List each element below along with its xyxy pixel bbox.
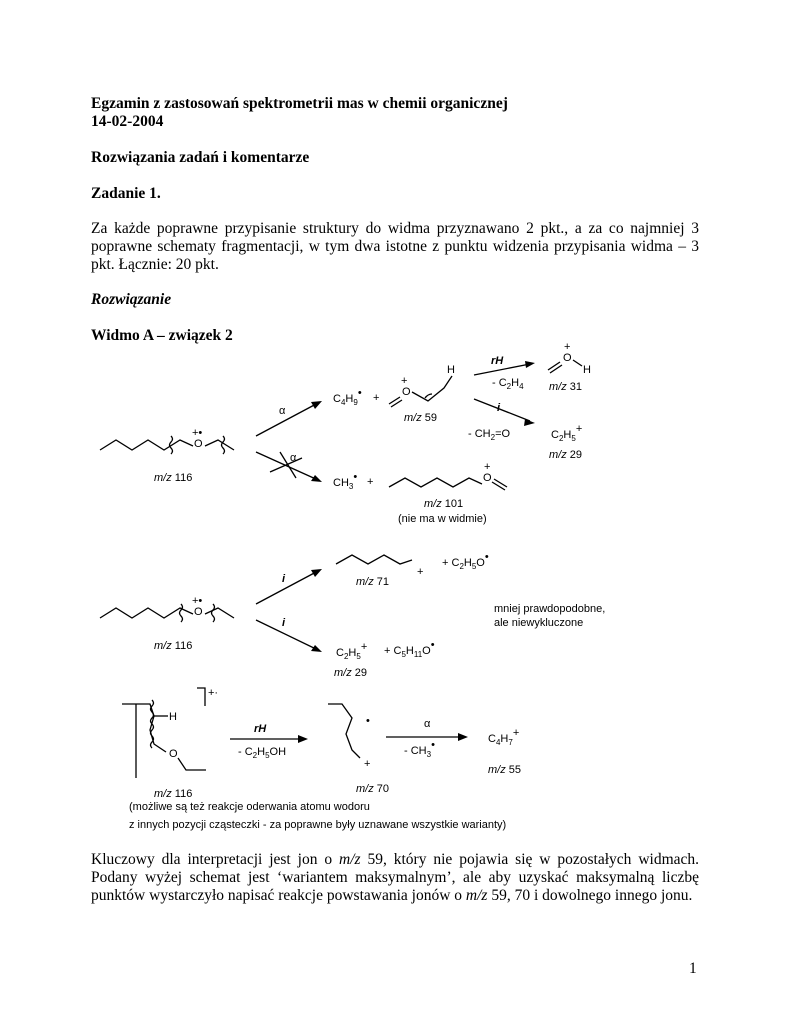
m59-charge: + [401,375,408,387]
mz-116-label-3: m/z 116 [154,788,193,800]
m31-double-bond-b [550,365,562,373]
c4h7-cation: $C_4H_7+$ [488,727,520,747]
alpha-label-2: α [290,452,297,464]
conclusion-line-3: punktów wystarczyło napisać reakcje powstawania jonów o m/z 59, 70 i dowolnego innego jonu. [91,887,693,904]
cleavage-mark-3 [151,700,154,748]
rh-label-1: rH [491,355,504,367]
i-arrow-1 [474,399,530,421]
i-arrow-up-head [311,569,322,577]
minus-ch3: - $CH_3•$ [404,739,435,759]
minus-ch2o: - $CH_2=O$ [468,428,511,442]
alpha-arrow-up [256,403,318,436]
c2h5-cation-1: $C_2H_5+$ [551,423,583,443]
rh-arrow-1-head [525,361,535,368]
i-arrow-up [256,571,318,604]
cleavage-mark-2a [180,604,183,622]
intro-line-2: poprawne schematy fragmentacji, w tym dwa istotne z punktu widzenia przypisania widma – 3 [91,238,699,255]
folded-hydrogen: H [169,711,177,723]
oxygen-atom-2: O [194,606,203,618]
mz-71-label: m/z 71 [356,576,390,588]
scheme-1 [100,341,591,525]
solutions-subtitle: Rozwiązania zadań i komentarze [91,149,310,166]
alpha-arrow-up-head [311,401,322,409]
m101-charge: + [484,461,491,473]
m70-chain [328,704,360,758]
m71-chain [336,555,412,564]
alpha-label-1: α [279,405,286,417]
parent-chain-1b [205,440,234,450]
task-heading: Zadanie 1. [91,185,161,202]
m70-charge: + [364,758,371,770]
m31-double-bond-a [548,362,560,370]
m59-oxygen: O [402,386,411,398]
folded-chain [122,704,166,752]
conclusion-line-1: Kluczowy dla interpretacji jest jon o m/z 59, który nie pojawia się w pozostałych widmach. [91,851,700,868]
folded-oxygen: O [169,748,178,760]
radical-cation-mark-3: +· [208,687,219,699]
radical-cation-mark-2: +• [192,595,203,607]
conclusion-line-2: Podany wyżej schemat jest ‘wariantem maksymalnym’, ale aby uzyskać maksymalną liczbę [91,869,699,886]
page-number: 1 [689,960,697,977]
m101-oxygen: O [483,472,492,484]
rh-arrow-2-head [298,735,308,743]
i-label-1: i [497,402,501,414]
m31-oh-bond [573,360,582,366]
c4h9-radical: $C_4H_9•$ [333,387,362,407]
solution-heading: Rozwiązanie [91,291,172,308]
i-arrow-down [256,620,318,650]
m101-double-bond-b [492,482,505,490]
mz-116-label: m/z 116 [154,472,193,484]
plus-sign-2: + [367,476,374,488]
cleavage-mark-2b [212,604,215,622]
c2h5-cation-2: $C_2H_5+$ [336,641,368,661]
mz-70-label: m/z 70 [356,783,390,795]
scheme-3 [122,687,521,831]
intro-line-3: pkt. Łącznie: 20 pkt. [91,256,219,273]
ch3-radical-1: $CH_3•$ [333,471,358,491]
alpha-arrow-3-head [458,733,468,741]
cleavage-mark-1b [222,436,225,454]
parent-chain-2b [205,608,234,618]
mz-31-label: m/z 31 [549,381,583,393]
plus-c5h11o-radical: + $C_5H_{11}O•$ [384,639,435,659]
i-arrow-1-head [524,419,535,426]
mz-29-label-1: m/z 29 [549,449,583,461]
plus-c2h5o-radical: + $C_2H_5O•$ [442,551,489,571]
scheme-2 [100,551,605,679]
alpha-label-3: α [424,718,431,730]
less-probable-note-1: mniej prawdopodobne, [494,603,606,615]
minus-c2h5oh: - $C_2H_5OH$ [238,746,287,760]
alpha-arrow-down [256,452,318,480]
parent-chain-1 [100,440,193,450]
i-label-2: i [282,573,286,585]
m31-hydrogen: H [583,364,591,376]
mz-101-label: m/z 101 [424,498,464,510]
mz-29-label-2: m/z 29 [334,667,368,679]
m59-transfer-arc [425,394,432,398]
ethyl-group [178,758,206,770]
exam-title: Egzamin z zastosowań spektrometrii mas w chemii organicznej [91,95,508,112]
alpha-arrow-down-head [311,475,322,482]
m59-hydrogen: H [447,364,455,376]
rh-label-2: rH [254,723,267,735]
m101-chain [389,478,482,487]
spectrum-heading: Widmo A – związek 2 [91,327,233,344]
intro-line-1: Za każde poprawne przypisanie struktury do widma przyznawano 2 pkt., a za co najmniej 3 [91,220,699,237]
mz-116-label-2: m/z 116 [154,640,193,652]
m59-chain [412,376,452,401]
i-arrow-down-head [311,645,322,652]
m101-double-bond-a [494,479,507,487]
not-in-spectrum-note: (nie ma w widmie) [398,513,487,525]
alternative-reactions-note-1: (możliwe są też reakcje oderwania atomu wodoru [129,801,370,813]
m31-oxygen: O [563,352,572,364]
minus-c2h4: - $C_2H_4$ [492,377,524,391]
mz-55-label: m/z 55 [488,764,522,776]
exam-date: 14-02-2004 [91,113,164,130]
m71-charge: + [417,566,424,578]
oxygen-atom: O [194,438,203,450]
i-label-3: i [282,617,286,629]
radical-cation-mark: +• [192,427,203,439]
less-probable-note-2: ale niewykluczone [494,617,584,629]
radical-bracket [197,688,205,706]
m70-radical: • [366,715,370,727]
alternative-reactions-note-2: z innych pozycji cząsteczki - za poprawne były uznawane wszystkie warianty) [129,819,507,831]
plus-sign-1: + [373,392,380,404]
mz-59-label: m/z 59 [404,412,438,424]
m31-charge: + [564,341,571,353]
